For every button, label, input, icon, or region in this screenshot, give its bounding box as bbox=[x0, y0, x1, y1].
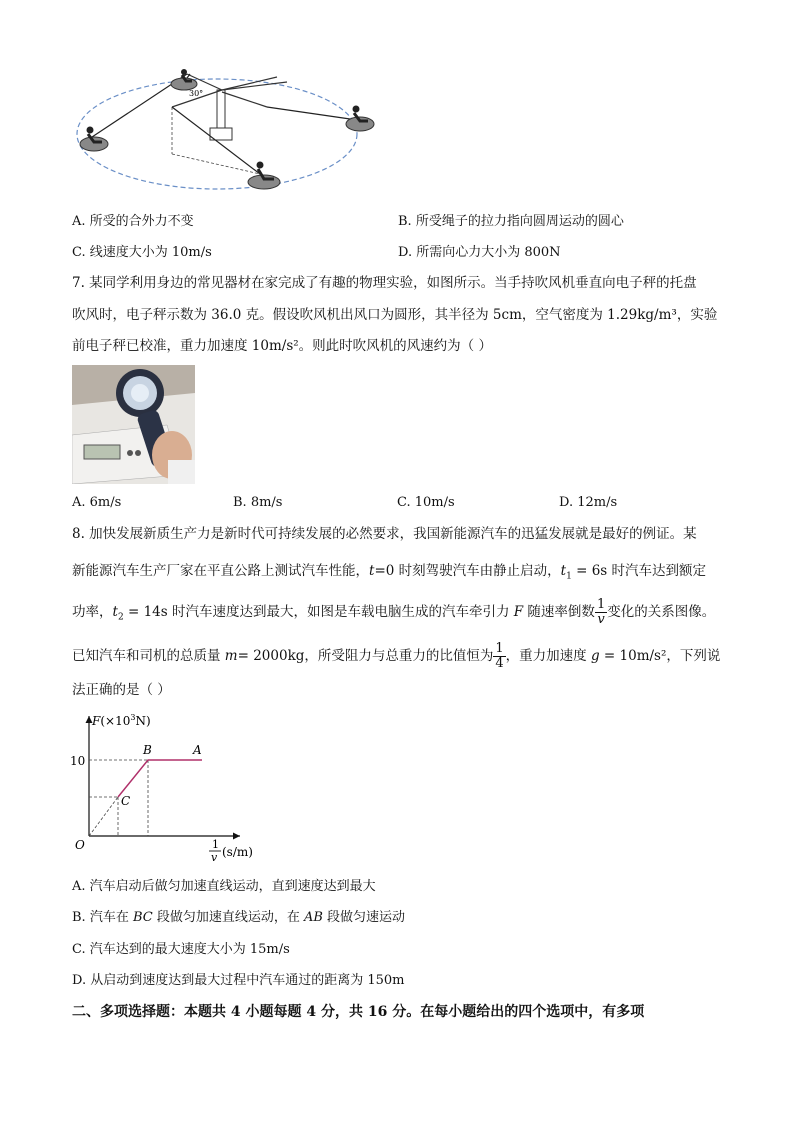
q8-option-d: D. 从启动到速度达到最大过程中汽车通过的距离为 150m bbox=[72, 973, 405, 988]
q8-line-4: 已知汽车和司机的总质量 m= 2000kg，所受阻力与总重力的比值恒为 $\frac{1}{4}$ ，重力加速度 g = 10m/s²，下列说 bbox=[72, 641, 721, 671]
point-c-label: C bbox=[121, 794, 131, 808]
x-axis-fraction-den: v bbox=[211, 851, 218, 864]
x-axis-unit: (s/m) bbox=[222, 845, 253, 859]
angle-label: 30° bbox=[189, 89, 204, 98]
q7-option-a: A. 6m/s bbox=[72, 495, 122, 510]
q7-line-3: 前电子秤已校准，重力加速度 10m/s²。则此时吹风机的风速约为（ ） bbox=[72, 338, 492, 354]
y-tick-label: 10 bbox=[70, 754, 86, 768]
q7-option-c: C. 10m/s bbox=[397, 495, 455, 510]
q8-option-b: B. 汽车在 BC 段做匀加速直线运动，在 AB 段做匀速运动 bbox=[72, 910, 406, 925]
q8-option-a: A. 汽车启动后做匀加速直线运动，直到速度达到最大 bbox=[72, 879, 376, 894]
q6-option-a: A. 所受的合外力不变 bbox=[72, 214, 194, 229]
q7-line-2: 吹风时，电子秤示数为 36.0 克。假设吹风机出风口为圆形，其半径为 5cm，空气密度为 1.29kg/m³，实验 bbox=[72, 307, 718, 323]
section-2-heading: 二、多项选择题：本题共 4 小题每题 4 分，共 16 分。在每小题给出的四个选项中，有多项 bbox=[72, 1004, 645, 1020]
origin-label: O bbox=[75, 838, 85, 852]
q8-line-3: 功率，$t_2 = 14s$ 时汽车速度达到最大，如图是车载电脑生成的汽车牵引力 F 随速率倒数 $\frac{1}{v}$ 变化的关系图像。 bbox=[72, 597, 716, 627]
point-a-label: A bbox=[193, 743, 202, 757]
one-over-v-fraction: $\frac{1}{v}$ bbox=[596, 597, 606, 627]
f-curve-line bbox=[118, 760, 202, 797]
x-axis-fraction-num: 1 bbox=[212, 838, 219, 851]
central-pole bbox=[217, 90, 225, 130]
hair-dryer-scale-photo bbox=[72, 365, 195, 484]
swing-seat bbox=[80, 137, 108, 151]
q7-option-b: B. 8m/s bbox=[233, 495, 283, 510]
q8-line-1: 8. 加快发展新质生产力是新时代可持续发展的必然要求，我国新能源汽车的迅猛发展就是最好的例证。某 bbox=[72, 526, 697, 542]
y-axis-label: $F(\times 10^3N)$ bbox=[92, 713, 151, 728]
force-vs-inverse-speed-graph bbox=[70, 708, 270, 868]
rotating-swing-figure bbox=[72, 62, 392, 202]
q8-line-5: 法正确的是（ ） bbox=[72, 682, 171, 698]
q6-option-d: D. 所需向心力大小为 800N bbox=[398, 245, 561, 260]
one-quarter-fraction: $\frac{1}{4}$ bbox=[495, 641, 504, 671]
point-b-label: B bbox=[143, 743, 152, 757]
q8-option-c: C. 汽车达到的最大速度大小为 15m/s bbox=[72, 942, 290, 957]
q7-option-d: D. 12m/s bbox=[559, 495, 618, 510]
q7-line-1: 7. 某同学利用身边的常见器材在家完成了有趣的物理实验，如图所示。当手持吹风机垂直向电子秤的托盘 bbox=[72, 275, 697, 291]
q6-option-b: B. 所受绳子的拉力指向圆周运动的圆心 bbox=[398, 214, 624, 229]
q8-line-2: 新能源汽车生产厂家在平直公路上测试汽车性能，t=0 时刻驾驶汽车由静止启动，$t_1 = 6s$ 时汽车达到额定 bbox=[72, 563, 707, 582]
q6-option-c: C. 线速度大小为 10m/s bbox=[72, 245, 212, 260]
